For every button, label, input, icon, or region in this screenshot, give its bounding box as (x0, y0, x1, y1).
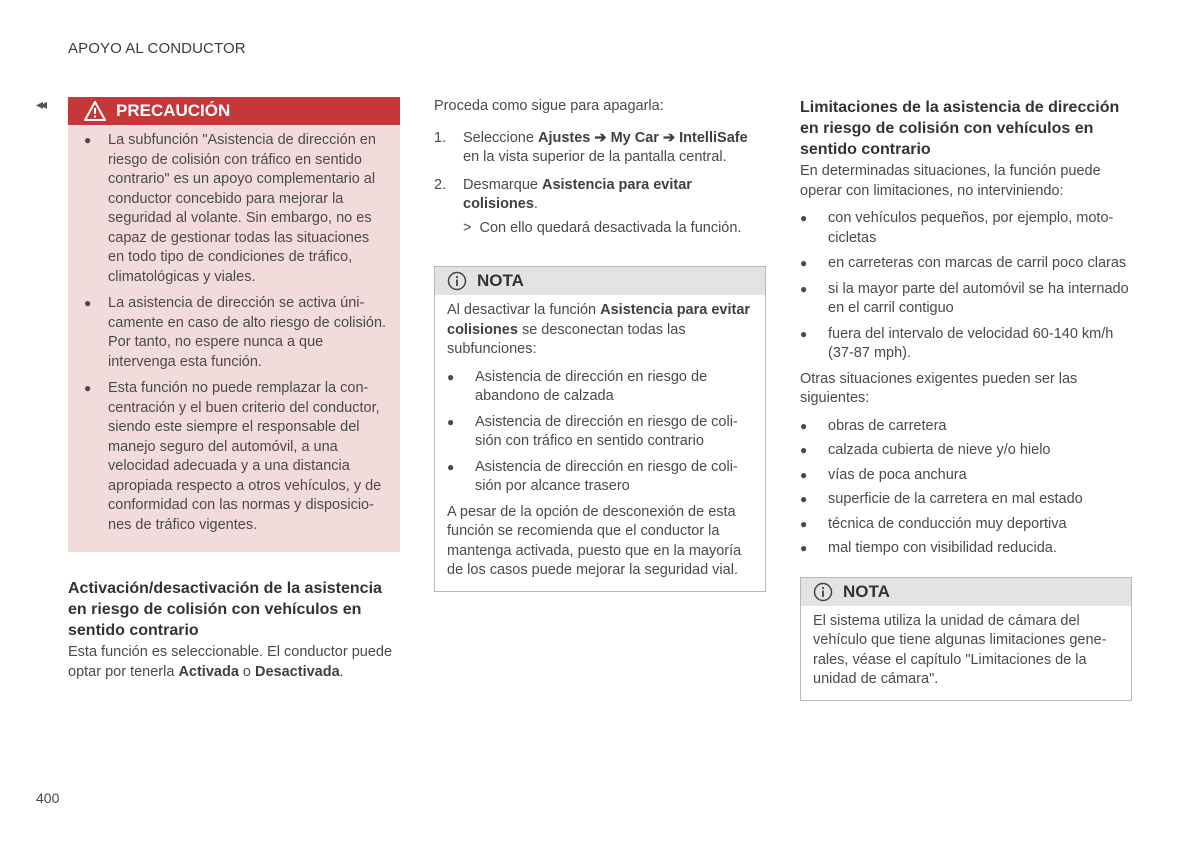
other-situations-intro: Otras situaciones exigentes pueden ser las siguientes: (800, 370, 1078, 406)
warning-triangle-icon (84, 101, 106, 121)
bullet-icon: ● (800, 326, 808, 341)
column-middle (434, 97, 766, 592)
bullet-icon: ● (447, 369, 455, 384)
activation-heading: Activación/desactivación de la asistencia en riesgo de colisión con vehículos en sentido contrario (68, 580, 382, 639)
bullet-icon: ● (447, 459, 455, 474)
note-box (434, 266, 766, 592)
list-item: ● Esta función no puede remplazar la concentración y el buen criterio del conductor, siendo este siempre el responsable del manejo seguro del automóvil, a una velocidad adecuada y a una distancia apropiada respecto a otros vehículos, y de conformidad con las normas y disposiciones de tráfico vigentes. (84, 380, 382, 533)
list-item: ● con vehículos pequeños, por ejemplo, motocicletas (800, 210, 1114, 246)
menu-my-car: My Car (610, 129, 659, 146)
note-closing: A pesar de la opción de desconexión de esta función se recomienda que el conductor la mantenga activada, puesto que en la mayoría de los casos puede mejorar la seguridad vial. (447, 503, 742, 578)
bullet-icon: ● (800, 443, 808, 457)
note-header (435, 267, 765, 295)
note-header (801, 578, 1131, 606)
bullet-icon: ● (800, 211, 808, 225)
procedure-steps (434, 129, 766, 239)
section-title: APOYO AL CONDUCTOR (68, 40, 246, 57)
caution-list (84, 131, 388, 535)
info-icon (447, 271, 467, 291)
list-item: ● calzada cubierta de nieve y/o hielo (800, 441, 1132, 461)
list-item: ● La subfunción "Asistencia de dirección en riesgo de colisión con tráfico en sentido contrario" es un apoyo complementario al conductor concebido para mejorar la seguridad al volante. Sin embargo, no es capaz de gestionar todas las situaciones en todo tipo de condiciones de tráfico, climatológicas y viales. (84, 132, 376, 285)
bullet-icon: ● (800, 492, 808, 506)
list-item: ● si la mayor parte del automóvil se ha internado en el carril contiguo (800, 280, 1129, 316)
note-text: Al desactivar la función Asistencia para evitar colisiones se desconectan todas las subfunciones: (447, 302, 751, 357)
list-item: ● mal tiempo con visibilidad reducida. (800, 539, 1132, 559)
procedure-intro: Proceda como sigue para apagarla: (434, 98, 664, 114)
caution-box (68, 97, 400, 552)
bullet-icon: ● (84, 381, 92, 395)
note-list (447, 368, 753, 497)
bullet-icon: ● (84, 133, 92, 147)
step-result: > Con ello quedará desactivada la función. (463, 219, 742, 236)
limitations-list (800, 209, 1132, 364)
option-deactivated: Desactivada (255, 663, 340, 680)
other-situations-list (800, 417, 1132, 559)
list-item: ● fuera del intervalo de velocidad 60-140 km/h (37-87 mph). (800, 325, 1114, 361)
list-item: ● Asistencia de dirección en riesgo de colisión con tráfico en sentido contrario (447, 413, 738, 449)
column-left (68, 97, 400, 682)
list-item: ● Asistencia de dirección en riesgo de colisión por alcance trasero (447, 458, 738, 494)
bullet-icon: ● (800, 281, 808, 296)
list-item: ● obras de carretera (800, 417, 1132, 437)
option-collision-assist: Asistencia para evitar colisiones (463, 176, 692, 212)
note-box (800, 577, 1132, 701)
limitations-intro: En determinadas situaciones, la función puede operar con limitaciones, no interviniendo: (800, 163, 1101, 199)
activation-text: Esta función es seleccionable. El conductor puede optar por tenerla Activada o Desactivada. (68, 644, 393, 680)
bullet-icon: ● (800, 256, 808, 270)
result-marker: > (463, 219, 472, 236)
list-item: ● Asistencia de dirección en riesgo de abandono de calzada (447, 368, 708, 404)
info-icon (813, 582, 833, 602)
list-item: ● vías de poca anchura (800, 466, 1132, 486)
step-1: 1. Seleccione Ajustes ➔ My Car ➔ IntelliSafe en la vista superior de la pantalla central. (434, 129, 748, 165)
note-title: NOTA (477, 271, 524, 291)
note-text: El sistema utiliza la unidad de cámara del vehículo que tiene algunas limitaciones generales, véase el capítulo "Limitaciones de la unidad de cámara". (813, 612, 1107, 687)
list-item: ● superficie de la carretera en mal estado (800, 490, 1132, 510)
list-item: ● en carreteras con marcas de carril poco claras (800, 254, 1132, 274)
caution-title: PRECAUCIÓN (116, 101, 231, 121)
caution-header (68, 97, 400, 125)
menu-intellisafe: IntelliSafe (679, 129, 748, 146)
back-chevron-icon[interactable]: ◂◂ (36, 96, 45, 112)
bullet-icon: ● (800, 418, 808, 433)
menu-ajustes: Ajustes (537, 129, 591, 146)
bullet-icon: ● (800, 467, 808, 482)
bullet-icon: ● (447, 414, 455, 429)
list-item: ● técnica de conducción muy deportiva (800, 515, 1132, 535)
bullet-icon: ● (84, 296, 92, 310)
arrow-right-icon: ➔ (594, 129, 607, 146)
option-activated: Activada (178, 663, 239, 680)
note-title: NOTA (843, 581, 890, 601)
limitations-heading: Limitaciones de la asistencia de dirección en riesgo de colisión con vehículos en sentido contrario (800, 99, 1120, 158)
bullet-icon: ● (800, 541, 808, 555)
page-number: 400 (36, 790, 60, 806)
list-item: ● La asistencia de dirección se activa únicamente en caso de alto riesgo de colisión. Por tanto, no espere nunca a que intervenga esta función. (84, 295, 387, 370)
bullet-icon: ● (800, 516, 808, 531)
step-2: 2. Desmarque Asistencia para evitar colisiones. > Con ello quedará desactivada la función. (434, 176, 766, 239)
arrow-right-icon: ➔ (662, 129, 676, 146)
column-right (800, 97, 1132, 701)
